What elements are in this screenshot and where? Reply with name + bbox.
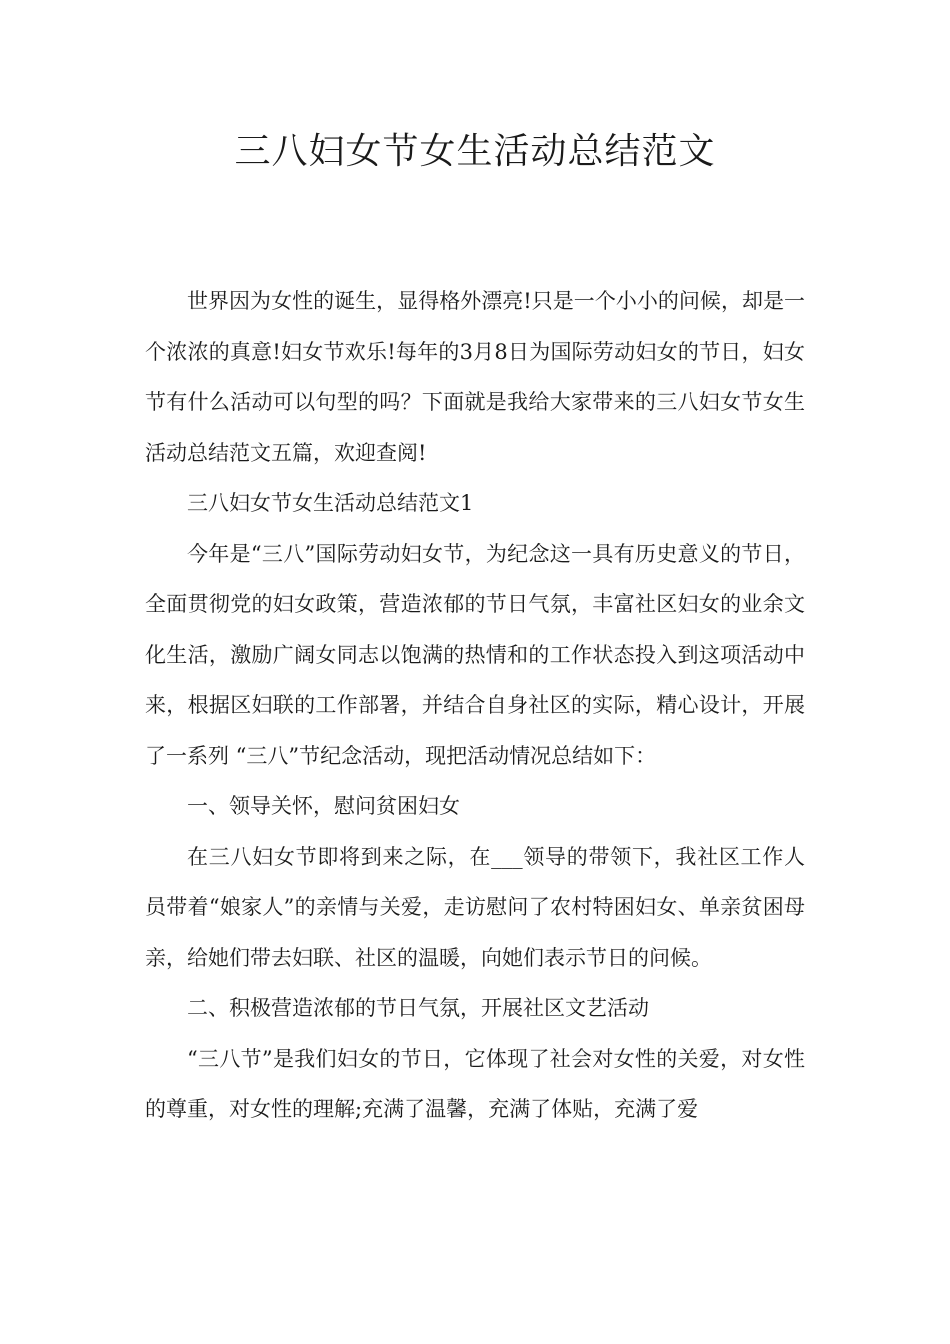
document-body [145,276,805,1135]
body-paragraph: 在三八妇女节即将到来之际，在___领导的带领下，我社区工作人员带着“娘家人”的亲情与关爱，走访慰问了农村特困妇女、单亲贫困母亲，给她们带去妇联、社区的温暖，向她们表示节日的问候。 [145,844,805,970]
intro-paragraph: 世界因为女性的诞生，显得格外漂亮!只是一个小小的问候，却是一个浓浓的真意!妇女节欢乐!每年的3月8日为国际劳动妇女的节日，妇女节有什么活动可以句型的吗？下面就是我给大家带来的三八妇女节女生活动总结范文五篇，欢迎查阅! [145,289,805,465]
section-heading-1: 三八妇女节女生活动总结范文1 [187,491,474,515]
subheading-2: 二、积极营造浓郁的节日气氛，开展社区文艺活动 [187,996,649,1020]
body-paragraph: “三八节”是我们妇女的节日，它体现了社会对女性的关爱，对女性的尊重，对女性的理解;充满了温馨，充满了体贴，充满了爱 [145,1046,805,1121]
subheading-1: 一、领导关怀，慰问贫困妇女 [187,794,460,818]
body-paragraph: 今年是“三八”国际劳动妇女节，为纪念这一具有历史意义的节日，全面贯彻党的妇女政策，营造浓郁的节日气氛，丰富社区妇女的业余文化生活，激励广阔女同志以饱满的热情和的工作状态投入到这项活动中来，根据区妇联的工作部署，并结合自身社区的实际，精心设计，开展了一系列 “三八”节纪念活动，现把活动情况总结如下： [145,541,805,768]
document-title: 三八妇女节女生活动总结范文 [234,131,716,172]
